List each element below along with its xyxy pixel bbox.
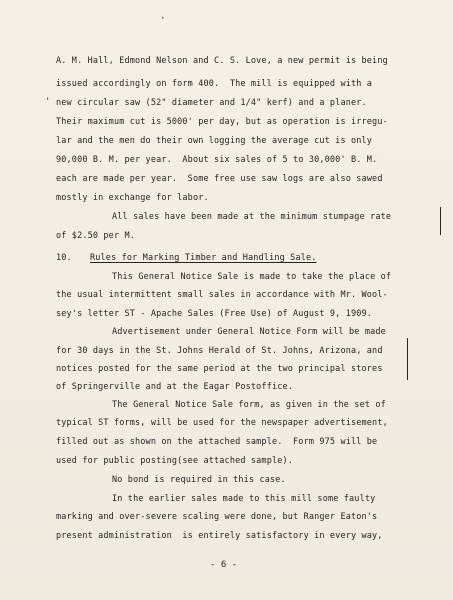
margin-mark: ' [45, 97, 51, 107]
text-line: mostly in exchange for labor. [56, 193, 209, 203]
text-line: lar and the men do their own logging the average cut is only [56, 136, 373, 146]
text-line: notices posted for the same period at the two principal stores [56, 364, 383, 374]
text-line: used for public posting(see attached sample). [56, 456, 294, 466]
section-heading: Rules for Marking Timber and Handling Sale. [90, 253, 317, 263]
text-line: each are made per year. Some free use saw logs are also sawed [56, 174, 383, 184]
text-line: of Springerville and at the Eagar Postoffice. [56, 382, 294, 392]
text-line: issued accordingly on form 400. The mill is equipped with a [56, 79, 373, 89]
text-line: marking and over-severe scaling were done, but Ranger Eaton's [56, 512, 378, 522]
margin-bracket [440, 207, 441, 235]
text-line: present administration is entirely satisfactory in every way, [56, 531, 383, 541]
text-line: new circular saw (52" diameter and 1/4" kerf) and a planer. [56, 98, 367, 108]
text-line: filled out as shown on the attached sample. Form 975 will be [56, 437, 378, 447]
text-line: Their maximum cut is 5000' per day, but as operation is irregu- [56, 117, 388, 127]
text-line: This General Notice Sale is made to take the place of [112, 272, 392, 282]
text-line: sey's letter ST - Apache Sales (Free Use) of August 9, 1909. [56, 309, 373, 319]
text-line: typical ST forms, will be used for the newspaper advertisement, [56, 418, 388, 428]
text-line: the usual intermittent small sales in accordance with Mr. Wool- [56, 290, 388, 300]
section-number: 10. [56, 253, 72, 263]
text-line: No bond is required in this case. [112, 475, 286, 485]
text-line: Advertisement under General Notice Form will be made [112, 327, 386, 337]
text-line: All sales have been made at the minimum stumpage rate [112, 212, 392, 222]
text-line: A. M. Hall, Edmond Nelson and C. S. Love, a new permit is being [56, 56, 388, 66]
text-line: of $2.50 per M. [56, 231, 136, 241]
margin-bracket [407, 338, 408, 380]
top-mark: · [160, 14, 166, 24]
text-line: for 30 days in the St. Johns Herald of St. Johns, Arizona, and [56, 346, 383, 356]
text-line: 90,000 B. M. per year. About six sales of 5 to 30,000' B. M. [56, 155, 378, 165]
text-line: The General Notice Sale form, as given in the set of [112, 400, 386, 410]
text-line: In the earlier sales made to this mill some faulty [112, 494, 376, 504]
page-number: - 6 - [210, 560, 238, 570]
